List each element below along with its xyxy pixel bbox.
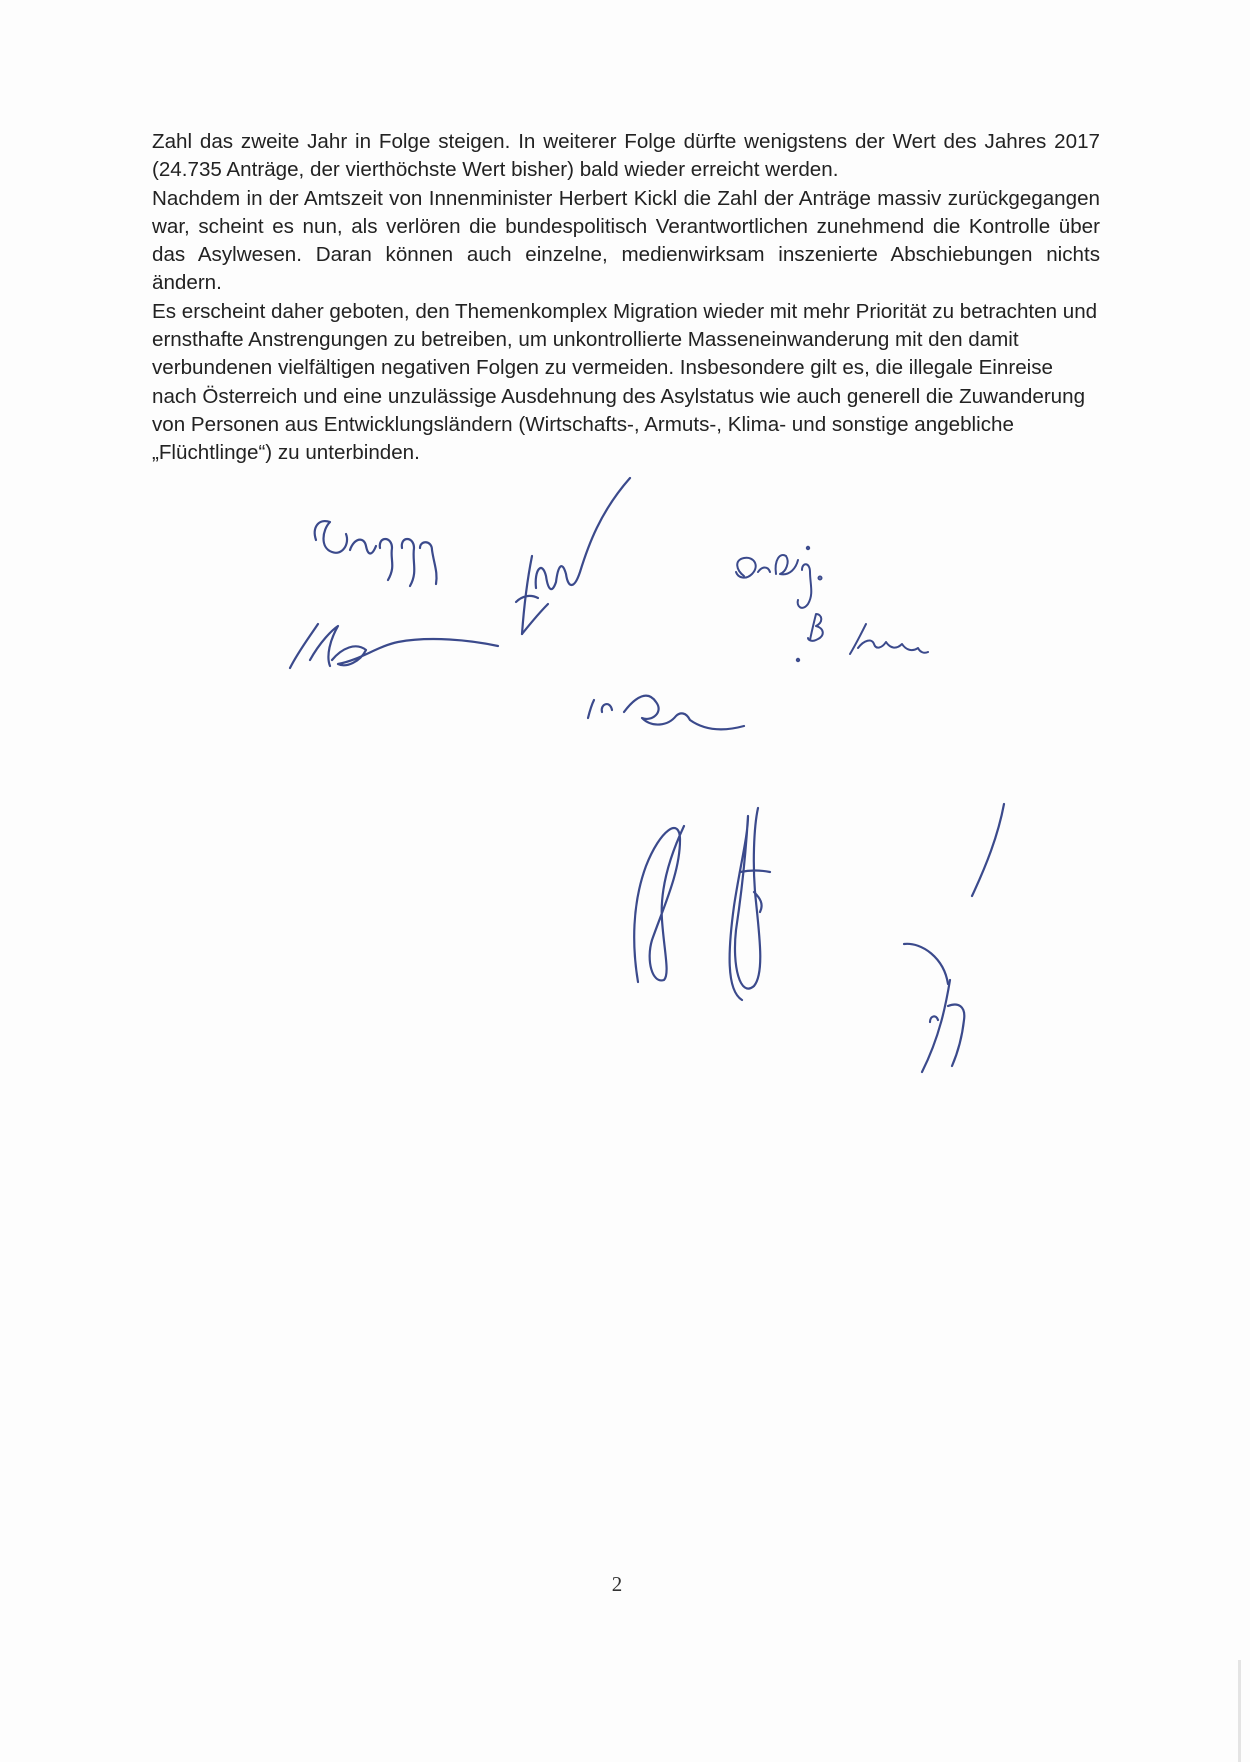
signature-3 bbox=[516, 478, 630, 634]
signature-6 bbox=[588, 696, 744, 730]
signature-4 bbox=[736, 547, 822, 608]
paragraph-2: Nachdem in der Amtszeit von Innenminister Herbert Kickl die Zahl der Anträge massiv zurückgegangen war, scheint es nun, als verlören die bundespolitisch Verantwortlichen zunehmend die Kontrolle über das Asylwesen. Daran können auch einzelne, medienwirksam inszenierte Abschiebungen nichts ändern. bbox=[152, 186, 1100, 295]
signature-2 bbox=[290, 624, 498, 668]
signature-8 bbox=[730, 808, 770, 1000]
signature-1 bbox=[315, 521, 437, 586]
signature-9 bbox=[904, 804, 1004, 1072]
paragraph-3: Es erscheint daher geboten, den Themenkomplex Migration wieder mit mehr Priorität zu betrachten und ernsthafte Anstrengungen zu betreiben, um unkontrollierte Masseneinwanderung mit den damit verbundenen vielfältigen negativen Folgen zu vermeiden. Insbesondere gilt es, die illegale Einreise nach Österreich und eine unzulässige Ausdehnung des Asylstatus wie auch generell die Zuwanderung von Personen aus Entwicklungsländern (Wirtschafts-, Armuts-, Klima- und sonstige angebliche „Flüchtlinge“) zu unterbinden. bbox=[152, 299, 1098, 465]
paragraph-1: Zahl das zweite Jahr in Folge steigen. In weiterer Folge dürfte wenigstens der Wert des Jahres 2017 (24.735 Anträge, der vierthöchste Wert bisher) bald wieder erreicht werden. bbox=[152, 130, 1100, 182]
signature-7 bbox=[634, 826, 684, 982]
page-number: 2 bbox=[611, 1572, 623, 1596]
signature-5 bbox=[797, 614, 928, 661]
scan-edge-mark bbox=[1238, 1660, 1241, 1762]
